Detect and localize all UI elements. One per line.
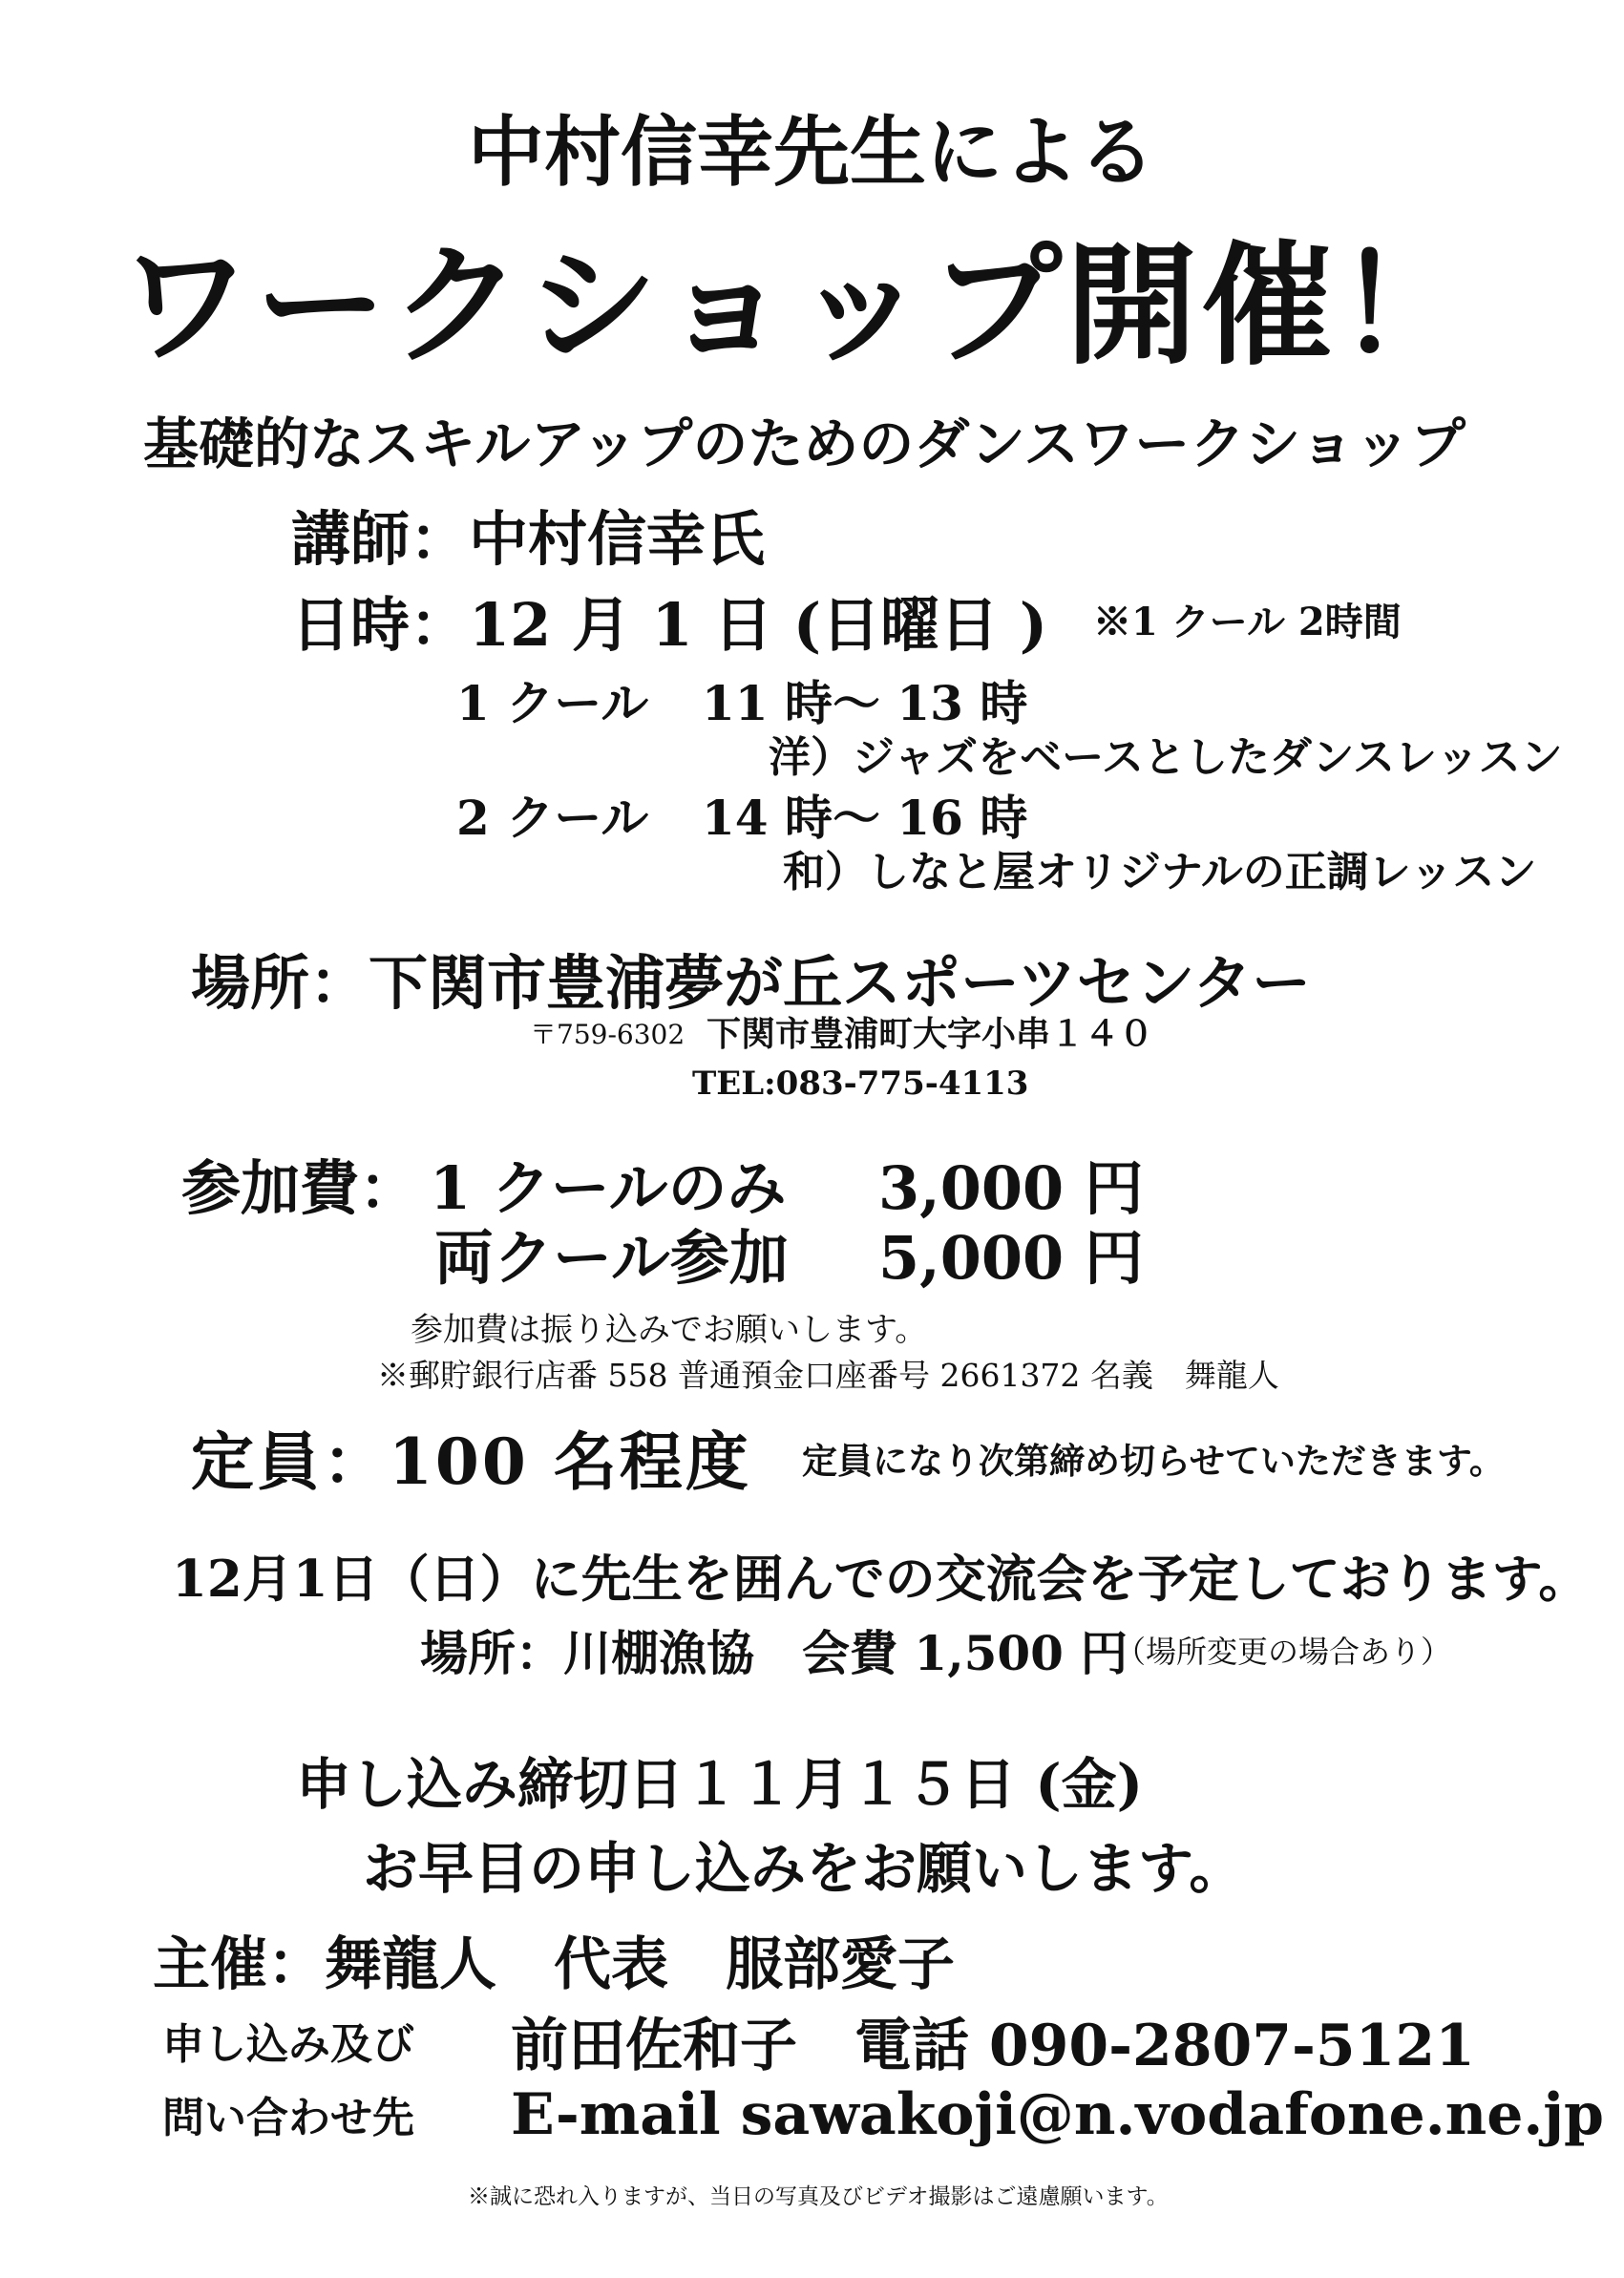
instructor-label: 講師：: [291, 504, 470, 574]
capacity-line: [191, 1411, 751, 1502]
venue-address: 下関市豊浦町大字小串１４０: [707, 1014, 1154, 1054]
contact-email[interactable]: E-mail sawakoji@n.vodafone.ne.jp: [511, 2081, 1604, 2148]
fee-note-transfer: 参加費は振り込みでお願いします。: [411, 1311, 928, 1349]
capacity-value: 100 名程度: [389, 1424, 751, 1499]
datetime-label: 日時：: [291, 590, 470, 660]
footer-note: ※誠に恐れ入りますが、当日の写真及びビデオ撮影はご遠慮願います。: [468, 2184, 1169, 2209]
party-note: （場所変更の場合あり）: [1115, 1634, 1452, 1670]
event-tagline: 基礎的なスキルアップのためのダンスワークショップ: [143, 411, 1466, 476]
party-place: 場所：川棚漁協 会費 1,500 円: [420, 1625, 1128, 1681]
fee-row-2-name: 両クール参加: [434, 1223, 789, 1293]
venue-label: 場所：: [191, 948, 369, 1018]
event-title: ワークショップ開催！: [119, 229, 1473, 383]
venue-tel: TEL:083-775-4113: [692, 1065, 1029, 1103]
instructor-line: [291, 492, 765, 577]
fee-row-1-name: 1 クールのみ: [430, 1153, 787, 1223]
fee-note-bank: ※郵貯銀行店番 558 普通預金口座番号 2661372 名義 舞龍人: [377, 1357, 1279, 1394]
party-line: 12月1日（日）に先生を囲んでの交流会を予定しております。: [172, 1550, 1590, 1609]
deadline-line: 申し込み締切日１１月１５日 (金): [296, 1752, 1144, 1817]
contact-phone: 前田佐和子 電話 090-2807-5121: [511, 2013, 1475, 2079]
datetime-value: 12 月 1 日 (日曜日 ): [469, 590, 1048, 660]
instructor-name: 中村信幸氏: [469, 504, 766, 574]
session-2-desc: 和）しなと屋オリジナルの正調レッスン: [783, 848, 1537, 896]
session-1-desc: 洋）ジャズをベースとしたダンスレッスン: [769, 733, 1563, 782]
capacity-note: 定員になり次第締め切らせていただきます。: [802, 1440, 1505, 1482]
deadline-request: お早目の申し込みをお願いします。: [363, 1836, 1245, 1901]
fee-label: 参加費：: [181, 1153, 419, 1223]
venue-postal: 〒759-6302: [530, 1019, 685, 1050]
session-2-time: 14 時～ 16 時: [702, 790, 1028, 846]
capacity-label: 定員：: [191, 1424, 389, 1499]
fee-row-2-price: 5,000 円: [878, 1223, 1144, 1293]
contact-label-2: 問い合わせ先: [162, 2094, 414, 2142]
session-2-label: 2 クール: [456, 790, 649, 846]
fee-row-1-price: 3,000 円: [878, 1153, 1144, 1223]
organizer: 主催：舞龍人 代表 服部愛子: [153, 1931, 955, 1998]
datetime-note: ※1 クール 2時間: [1093, 600, 1402, 644]
session-1-label: 1 クール: [456, 675, 649, 731]
venue-name: 下関市豊浦夢が丘スポーツセンター: [369, 948, 1312, 1018]
session-1-time: 11 時～ 13 時: [702, 675, 1028, 731]
event-subtitle: 中村信幸先生による: [468, 108, 1155, 197]
contact-label-1: 申し込み及び: [162, 2020, 414, 2069]
datetime-line: [291, 578, 1047, 663]
